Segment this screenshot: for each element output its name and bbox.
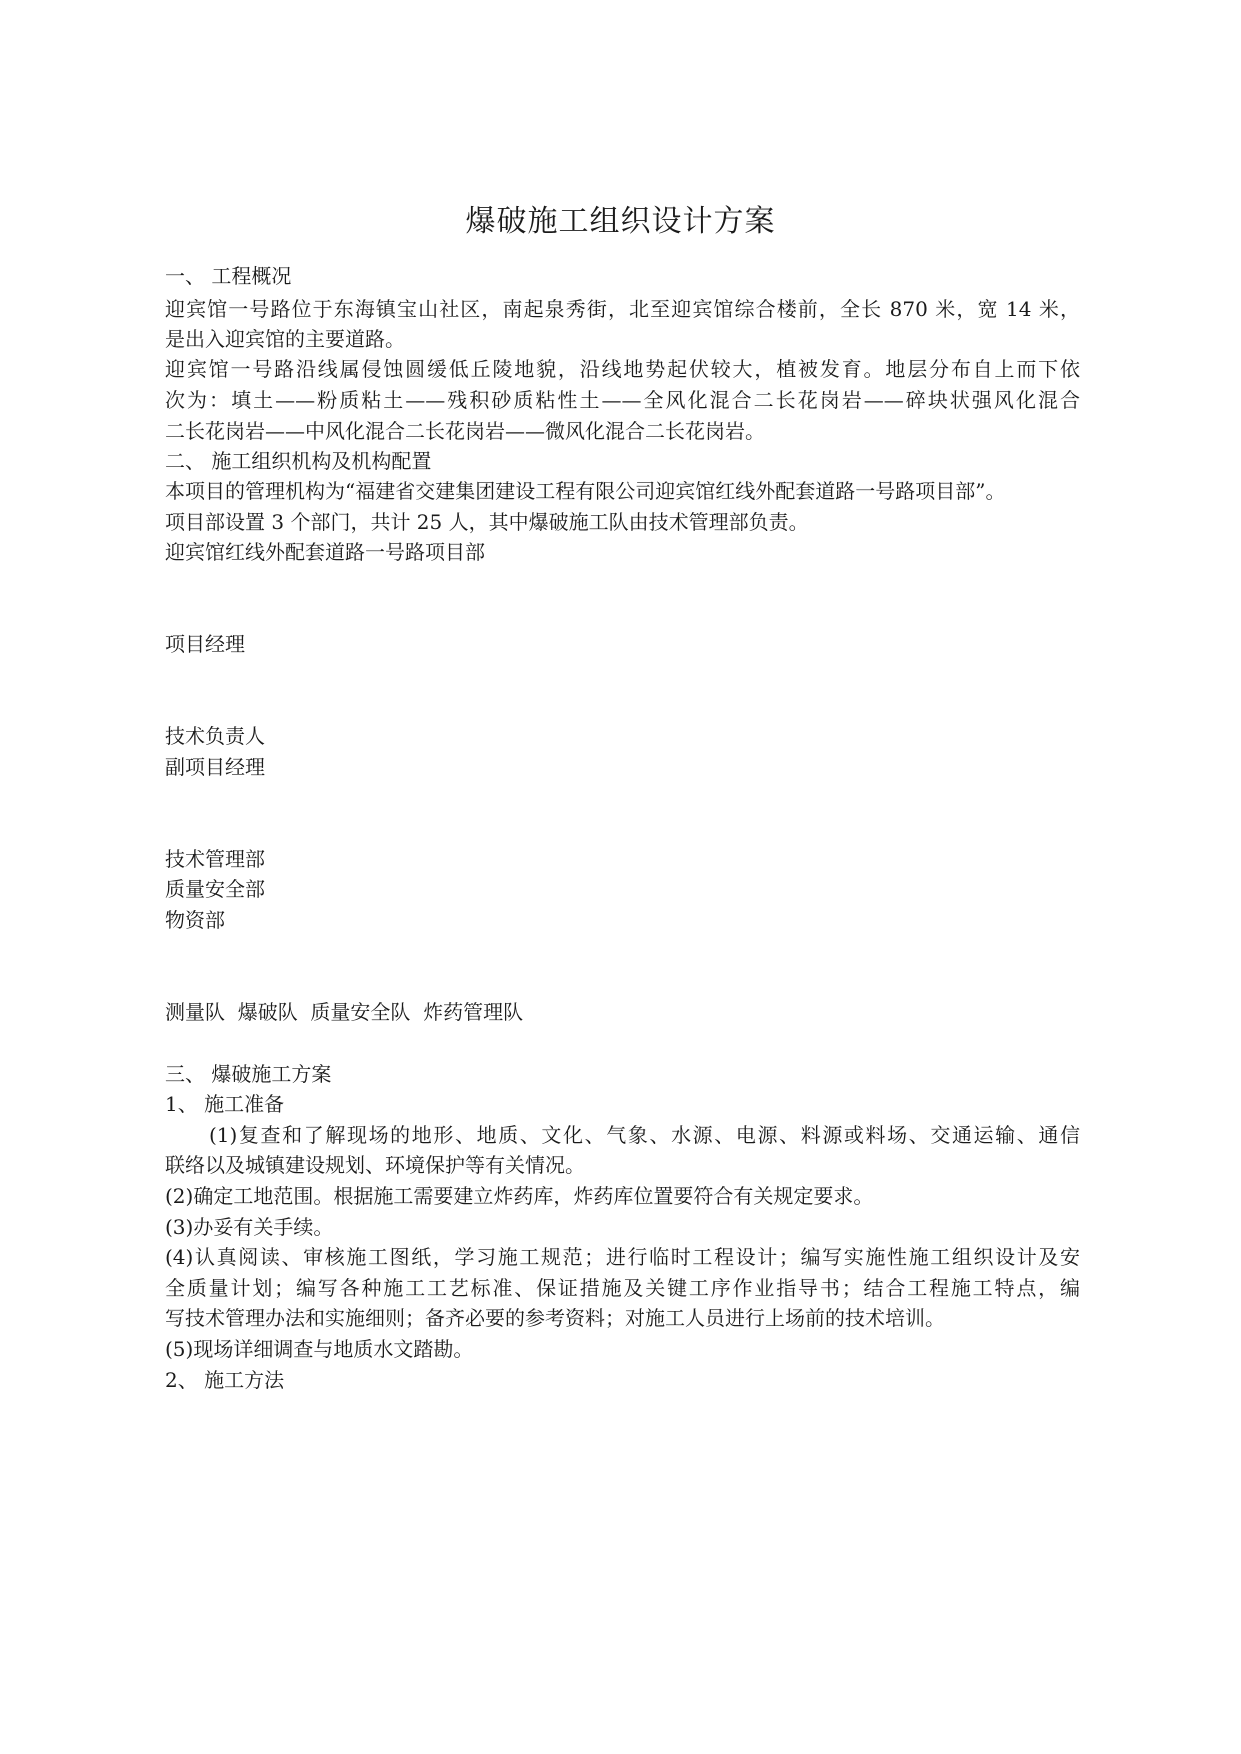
document-title: 爆破施工组织设计方案 [465, 204, 776, 239]
paragraph-line: (5)现场详细调查与地质水文踏勘。 [165, 1337, 474, 1361]
org-chart-node: 副项目经理 [165, 755, 265, 779]
section-heading-3: 三、 爆破施工方案 [165, 1062, 332, 1086]
org-chart-teams: 测量队 爆破队 质量安全队 炸药管理队 [165, 1000, 524, 1024]
subsection-heading: 2、 施工方法 [165, 1368, 285, 1392]
section-heading-2: 二、 施工组织机构及机构配置 [165, 449, 432, 473]
paragraph-line: 全质量计划；编写各种施工工艺标准、保证措施及关键工序作业指导书；结合工程施工特点，编 [165, 1276, 1080, 1300]
paragraph-line: 迎宾馆一号路位于东海镇宝山社区，南起泉秀街，北至迎宾馆综合楼前，全长 870 米，宽 14 米， [165, 297, 1080, 321]
subsection-heading: 1、 施工准备 [165, 1092, 285, 1116]
paragraph-line: 写技术管理办法和实施细则；备齐必要的参考资料；对施工人员进行上场前的技术培训。 [165, 1306, 945, 1330]
org-chart-node: 技术管理部 [165, 847, 265, 871]
org-chart-node: 项目经理 [165, 632, 245, 656]
paragraph-line: 本项目的管理机构为“福建省交建集团建设工程有限公司迎宾馆红线外配套道路一号路项目部”。 [165, 479, 1006, 503]
org-chart-root: 迎宾馆红线外配套道路一号路项目部 [165, 540, 485, 564]
paragraph-line: 二长花岗岩——中风化混合二长花岗岩——微风化混合二长花岗岩。 [165, 419, 765, 443]
paragraph-line: (4)认真阅读、审核施工图纸，学习施工规范；进行临时工程设计；编写实施性施工组织设计及安 [165, 1245, 1080, 1269]
paragraph-line: 迎宾馆一号路沿线属侵蚀圆缓低丘陵地貌，沿线地势起伏较大，植被发育。地层分布自上而下依 [165, 357, 1080, 381]
org-chart-node: 物资部 [165, 908, 225, 932]
section-heading-1: 一、 工程概况 [165, 264, 292, 288]
paragraph-line: 项目部设置 3 个部门，共计 25 人，其中爆破施工队由技术管理部负责。 [165, 510, 809, 534]
org-chart-node: 质量安全部 [165, 877, 265, 901]
org-chart-node: 技术负责人 [165, 724, 265, 748]
paragraph-line: 联络以及城镇建设规划、环境保护等有关情况。 [165, 1153, 585, 1177]
paragraph-line: (1)复查和了解现场的地形、地质、文化、气象、水源、电源、料源或料场、交通运输、通信 [209, 1123, 1080, 1147]
paragraph-line: (2)确定工地范围。根据施工需要建立炸药库，炸药库位置要符合有关规定要求。 [165, 1184, 874, 1208]
paragraph-line: 次为：填土——粉质粘土——残积砂质粘性土——全风化混合二长花岗岩——碎块状强风化混合 [165, 388, 1080, 412]
paragraph-line: 是出入迎宾馆的主要道路。 [165, 327, 405, 351]
paragraph-line: (3)办妥有关手续。 [165, 1215, 334, 1239]
